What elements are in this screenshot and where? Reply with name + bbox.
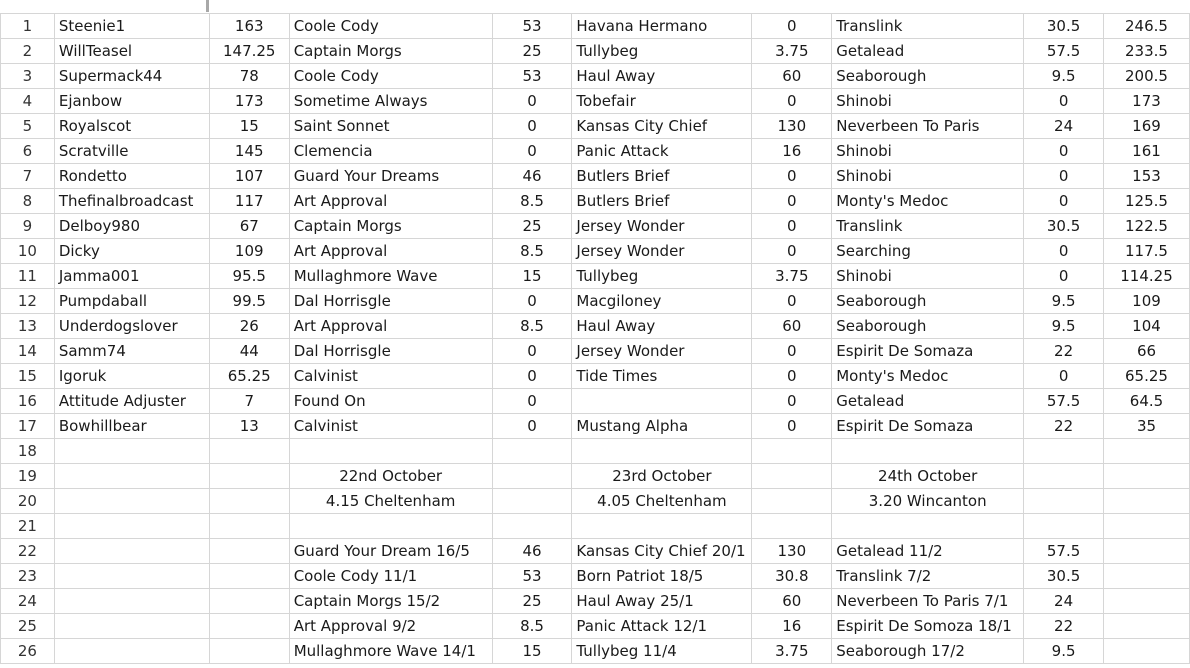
cell[interactable]: Havana Hermano xyxy=(572,14,752,39)
cell[interactable]: Attitude Adjuster xyxy=(54,389,209,414)
cell[interactable] xyxy=(1104,514,1190,539)
cell[interactable] xyxy=(54,589,209,614)
cell[interactable]: Art Approval xyxy=(289,189,492,214)
cell[interactable]: 114.25 xyxy=(1104,264,1190,289)
cell[interactable]: WillTeasel xyxy=(54,39,209,64)
cell[interactable]: Saint Sonnet xyxy=(289,114,492,139)
cell[interactable]: Delboy980 xyxy=(54,214,209,239)
cell[interactable]: 15 xyxy=(492,264,572,289)
cell[interactable]: Shinobi xyxy=(832,89,1024,114)
cell[interactable]: Coole Cody xyxy=(289,64,492,89)
cell[interactable] xyxy=(289,439,492,464)
cell[interactable]: 0 xyxy=(752,89,832,114)
row-header[interactable]: 5 xyxy=(1,114,55,139)
cell[interactable]: 109 xyxy=(1104,289,1190,314)
cell[interactable]: 24 xyxy=(1024,589,1104,614)
cell[interactable]: Translink 7/2 xyxy=(832,564,1024,589)
cell[interactable]: 0 xyxy=(752,214,832,239)
cell[interactable]: 161 xyxy=(1104,139,1190,164)
cell[interactable]: Mustang Alpha xyxy=(572,414,752,439)
cell[interactable]: 173 xyxy=(209,89,289,114)
cell[interactable] xyxy=(209,564,289,589)
cell[interactable] xyxy=(54,639,209,664)
cell[interactable]: Tobefair xyxy=(572,89,752,114)
cell[interactable]: 0 xyxy=(1024,364,1104,389)
table-row xyxy=(1,289,1190,314)
cell[interactable] xyxy=(752,514,832,539)
cell[interactable]: 0 xyxy=(492,389,572,414)
cell[interactable] xyxy=(1024,464,1104,489)
cell[interactable]: 3.75 xyxy=(752,639,832,664)
cell[interactable]: Tullybeg xyxy=(572,39,752,64)
cell[interactable]: Neverbeen To Paris 7/1 xyxy=(832,589,1024,614)
cell[interactable]: 0 xyxy=(492,139,572,164)
table-row xyxy=(1,364,1190,389)
table-row xyxy=(1,139,1190,164)
cell[interactable]: 125.5 xyxy=(1104,189,1190,214)
cell[interactable] xyxy=(752,489,832,514)
cell[interactable]: Igoruk xyxy=(54,364,209,389)
cell[interactable]: 246.5 xyxy=(1104,14,1190,39)
table-row xyxy=(1,314,1190,339)
cell[interactable]: Searching xyxy=(832,239,1024,264)
table-row xyxy=(1,464,1190,489)
cell[interactable]: 9.5 xyxy=(1024,64,1104,89)
row-header[interactable]: 11 xyxy=(1,264,55,289)
cell[interactable]: Art Approval xyxy=(289,239,492,264)
cell[interactable]: 30.5 xyxy=(1024,214,1104,239)
cell[interactable]: Samm74 xyxy=(54,339,209,364)
cell[interactable] xyxy=(54,514,209,539)
cell[interactable]: Jersey Wonder xyxy=(572,339,752,364)
cell[interactable]: Rondetto xyxy=(54,164,209,189)
cell[interactable]: Dal Horrisgle xyxy=(289,289,492,314)
cell[interactable]: 169 xyxy=(1104,114,1190,139)
table-row xyxy=(1,89,1190,114)
cell[interactable]: Mullaghmore Wave 14/1 xyxy=(289,639,492,664)
cell[interactable]: 0 xyxy=(752,239,832,264)
row-header[interactable]: 23 xyxy=(1,564,55,589)
cell[interactable]: Translink xyxy=(832,14,1024,39)
cell[interactable]: 57.5 xyxy=(1024,539,1104,564)
row-header[interactable]: 16 xyxy=(1,389,55,414)
cell[interactable] xyxy=(492,514,572,539)
cell[interactable] xyxy=(54,464,209,489)
table-row xyxy=(1,264,1190,289)
cell[interactable]: 46 xyxy=(492,539,572,564)
cell[interactable]: 22 xyxy=(1024,414,1104,439)
cell[interactable]: 117 xyxy=(209,189,289,214)
cell[interactable]: 46 xyxy=(492,164,572,189)
cell[interactable]: 4.15 Cheltenham xyxy=(289,489,492,514)
cell[interactable] xyxy=(1024,439,1104,464)
cell[interactable]: Mullaghmore Wave xyxy=(289,264,492,289)
cell[interactable]: Tullybeg 11/4 xyxy=(572,639,752,664)
row-header[interactable]: 3 xyxy=(1,64,55,89)
cell[interactable]: 117.5 xyxy=(1104,239,1190,264)
cell[interactable]: Captain Morgs xyxy=(289,214,492,239)
cell[interactable]: 0 xyxy=(1024,189,1104,214)
cell[interactable] xyxy=(832,439,1024,464)
cell[interactable]: Calvinist xyxy=(289,364,492,389)
cell[interactable]: 25 xyxy=(492,39,572,64)
cell[interactable]: Macgiloney xyxy=(572,289,752,314)
row-header[interactable]: 21 xyxy=(1,514,55,539)
cell[interactable] xyxy=(209,614,289,639)
cell[interactable]: Translink xyxy=(832,214,1024,239)
row-header[interactable]: 26 xyxy=(1,639,55,664)
cell[interactable]: Shinobi xyxy=(832,164,1024,189)
cell[interactable]: 3.75 xyxy=(752,264,832,289)
cell[interactable]: 0 xyxy=(1024,89,1104,114)
cell[interactable]: Born Patriot 18/5 xyxy=(572,564,752,589)
cell[interactable]: 9.5 xyxy=(1024,314,1104,339)
cell[interactable]: 0 xyxy=(492,414,572,439)
cell[interactable]: Thefinalbroadcast xyxy=(54,189,209,214)
cell[interactable]: Monty's Medoc xyxy=(832,189,1024,214)
row-header[interactable]: 19 xyxy=(1,464,55,489)
cell[interactable]: 153 xyxy=(1104,164,1190,189)
cell[interactable]: 44 xyxy=(209,339,289,364)
cell[interactable]: Dicky xyxy=(54,239,209,264)
cell[interactable]: 0 xyxy=(752,364,832,389)
cell[interactable]: Jersey Wonder xyxy=(572,239,752,264)
cell[interactable]: Art Approval xyxy=(289,314,492,339)
row-header[interactable]: 17 xyxy=(1,414,55,439)
cell[interactable]: Pumpdaball xyxy=(54,289,209,314)
cell[interactable] xyxy=(209,639,289,664)
cell[interactable]: 60 xyxy=(752,64,832,89)
cell[interactable]: 16 xyxy=(752,614,832,639)
cell[interactable]: 78 xyxy=(209,64,289,89)
row-header[interactable]: 4 xyxy=(1,89,55,114)
cell[interactable] xyxy=(54,439,209,464)
cell[interactable]: 30.5 xyxy=(1024,14,1104,39)
cell[interactable]: 8.5 xyxy=(492,189,572,214)
cell[interactable]: 35 xyxy=(1104,414,1190,439)
cell[interactable] xyxy=(209,539,289,564)
cell[interactable]: 0 xyxy=(492,289,572,314)
cell[interactable]: 0 xyxy=(492,114,572,139)
cell[interactable] xyxy=(54,564,209,589)
cell[interactable]: Clemencia xyxy=(289,139,492,164)
cell[interactable]: Espirit De Somoza 18/1 xyxy=(832,614,1024,639)
table-row xyxy=(1,39,1190,64)
cell[interactable]: Coole Cody 11/1 xyxy=(289,564,492,589)
cell[interactable] xyxy=(492,439,572,464)
header-strip xyxy=(0,0,1190,14)
row-header[interactable]: 8 xyxy=(1,189,55,214)
cell[interactable] xyxy=(1104,564,1190,589)
cell[interactable]: 16 xyxy=(752,139,832,164)
cell[interactable]: Getalead 11/2 xyxy=(832,539,1024,564)
cell[interactable]: Coole Cody xyxy=(289,14,492,39)
cell[interactable]: Monty's Medoc xyxy=(832,364,1024,389)
table-row xyxy=(1,489,1190,514)
cell[interactable]: 25 xyxy=(492,214,572,239)
row-header[interactable]: 22 xyxy=(1,539,55,564)
row-header[interactable]: 20 xyxy=(1,489,55,514)
cell[interactable] xyxy=(492,489,572,514)
row-header[interactable]: 1 xyxy=(1,14,55,39)
row-header[interactable]: 25 xyxy=(1,614,55,639)
cell[interactable]: 30.8 xyxy=(752,564,832,589)
cell[interactable]: Guard Your Dreams xyxy=(289,164,492,189)
cell[interactable]: 9.5 xyxy=(1024,289,1104,314)
cell[interactable] xyxy=(289,514,492,539)
cell[interactable]: Supermack44 xyxy=(54,64,209,89)
table-row xyxy=(1,389,1190,414)
table-row xyxy=(1,189,1190,214)
column-resize-handle[interactable] xyxy=(206,0,209,12)
table-row xyxy=(1,514,1190,539)
row-header[interactable]: 9 xyxy=(1,214,55,239)
cell[interactable]: Shinobi xyxy=(832,264,1024,289)
cell[interactable]: 0 xyxy=(752,289,832,314)
cell[interactable] xyxy=(1104,639,1190,664)
cell[interactable]: 233.5 xyxy=(1104,39,1190,64)
cell[interactable]: Panic Attack xyxy=(572,139,752,164)
cell[interactable]: 53 xyxy=(492,64,572,89)
row-header[interactable]: 6 xyxy=(1,139,55,164)
cell[interactable] xyxy=(1104,589,1190,614)
cell[interactable] xyxy=(54,489,209,514)
cell[interactable]: Getalead xyxy=(832,389,1024,414)
cell[interactable]: Espirit De Somaza xyxy=(832,339,1024,364)
cell[interactable]: Calvinist xyxy=(289,414,492,439)
cell[interactable]: Panic Attack 12/1 xyxy=(572,614,752,639)
table-row xyxy=(1,639,1190,664)
cell[interactable]: Jersey Wonder xyxy=(572,214,752,239)
cell[interactable]: 26 xyxy=(209,314,289,339)
cell[interactable]: 147.25 xyxy=(209,39,289,64)
cell[interactable]: 8.5 xyxy=(492,239,572,264)
row-header[interactable]: 10 xyxy=(1,239,55,264)
row-header[interactable]: 15 xyxy=(1,364,55,389)
cell[interactable] xyxy=(209,589,289,614)
cell[interactable]: 24th October xyxy=(832,464,1024,489)
cell[interactable]: 53 xyxy=(492,564,572,589)
cell[interactable] xyxy=(209,464,289,489)
cell[interactable]: 107 xyxy=(209,164,289,189)
cell[interactable]: 0 xyxy=(1024,239,1104,264)
cell[interactable]: Captain Morgs 15/2 xyxy=(289,589,492,614)
cell[interactable]: Jamma001 xyxy=(54,264,209,289)
cell[interactable]: 0 xyxy=(752,189,832,214)
table-row xyxy=(1,114,1190,139)
table-row xyxy=(1,539,1190,564)
cell[interactable] xyxy=(209,439,289,464)
cell[interactable]: Kansas City Chief xyxy=(572,114,752,139)
cell[interactable]: Dal Horrisgle xyxy=(289,339,492,364)
table-row xyxy=(1,14,1190,39)
cell[interactable]: 22 xyxy=(1024,339,1104,364)
cell[interactable]: 65.25 xyxy=(209,364,289,389)
cell[interactable]: 15 xyxy=(492,639,572,664)
cell[interactable]: 0 xyxy=(752,164,832,189)
cell[interactable] xyxy=(572,514,752,539)
cell[interactable]: 8.5 xyxy=(492,614,572,639)
cell[interactable]: 7 xyxy=(209,389,289,414)
cell[interactable] xyxy=(752,464,832,489)
cell[interactable]: 0 xyxy=(752,14,832,39)
cell[interactable]: Ejanbow xyxy=(54,89,209,114)
table-row xyxy=(1,239,1190,264)
row-header[interactable]: 18 xyxy=(1,439,55,464)
cell[interactable]: 200.5 xyxy=(1104,64,1190,89)
row-header[interactable]: 2 xyxy=(1,39,55,64)
cell[interactable] xyxy=(1104,539,1190,564)
spreadsheet-grid xyxy=(0,13,1190,664)
cell[interactable]: Haul Away 25/1 xyxy=(572,589,752,614)
cell[interactable]: 67 xyxy=(209,214,289,239)
cell[interactable]: 0 xyxy=(1024,264,1104,289)
cell[interactable] xyxy=(1104,439,1190,464)
cell[interactable]: Art Approval 9/2 xyxy=(289,614,492,639)
cell[interactable]: Seaborough xyxy=(832,314,1024,339)
cell[interactable] xyxy=(1104,489,1190,514)
cell[interactable] xyxy=(572,389,752,414)
row-header[interactable]: 24 xyxy=(1,589,55,614)
cell[interactable]: 104 xyxy=(1104,314,1190,339)
cell[interactable] xyxy=(752,439,832,464)
table-row xyxy=(1,439,1190,464)
cell[interactable]: 24 xyxy=(1024,114,1104,139)
cell[interactable] xyxy=(1024,514,1104,539)
row-header[interactable]: 12 xyxy=(1,289,55,314)
cell[interactable]: 66 xyxy=(1104,339,1190,364)
cell[interactable]: 0 xyxy=(492,364,572,389)
cell[interactable]: 130 xyxy=(752,539,832,564)
cell[interactable]: 0 xyxy=(752,389,832,414)
cell[interactable]: Found On xyxy=(289,389,492,414)
cell[interactable] xyxy=(1104,614,1190,639)
cell[interactable]: 15 xyxy=(209,114,289,139)
cell[interactable]: 57.5 xyxy=(1024,389,1104,414)
table-row xyxy=(1,589,1190,614)
table-row xyxy=(1,414,1190,439)
cell[interactable]: Espirit De Somaza xyxy=(832,414,1024,439)
cell[interactable]: 13 xyxy=(209,414,289,439)
cell[interactable]: 22 xyxy=(1024,614,1104,639)
cell[interactable]: 122.5 xyxy=(1104,214,1190,239)
cell[interactable]: 0 xyxy=(752,414,832,439)
cell[interactable]: 99.5 xyxy=(209,289,289,314)
cell[interactable]: 0 xyxy=(492,339,572,364)
cell[interactable]: 95.5 xyxy=(209,264,289,289)
cell[interactable]: 22nd October xyxy=(289,464,492,489)
cell[interactable] xyxy=(1104,464,1190,489)
cell[interactable]: 23rd October xyxy=(572,464,752,489)
cell[interactable]: 109 xyxy=(209,239,289,264)
cell[interactable]: 0 xyxy=(752,339,832,364)
cell[interactable] xyxy=(54,539,209,564)
cell[interactable]: Haul Away xyxy=(572,314,752,339)
cell[interactable]: Neverbeen To Paris xyxy=(832,114,1024,139)
cell[interactable]: Bowhillbear xyxy=(54,414,209,439)
row-header[interactable]: 14 xyxy=(1,339,55,364)
table-row xyxy=(1,614,1190,639)
cell[interactable] xyxy=(492,464,572,489)
cell[interactable] xyxy=(209,514,289,539)
cell[interactable]: Getalead xyxy=(832,39,1024,64)
cell[interactable]: 65.25 xyxy=(1104,364,1190,389)
cell[interactable]: Kansas City Chief 20/1 xyxy=(572,539,752,564)
cell[interactable]: 57.5 xyxy=(1024,39,1104,64)
cell[interactable]: Seaborough xyxy=(832,289,1024,314)
cell[interactable]: 60 xyxy=(752,314,832,339)
cell[interactable] xyxy=(54,614,209,639)
cell[interactable]: Guard Your Dream 16/5 xyxy=(289,539,492,564)
table-row xyxy=(1,164,1190,189)
table-row xyxy=(1,64,1190,89)
cell[interactable]: 4.05 Cheltenham xyxy=(572,489,752,514)
cell[interactable] xyxy=(209,489,289,514)
table-row xyxy=(1,339,1190,364)
cell[interactable]: 145 xyxy=(209,139,289,164)
row-header[interactable]: 7 xyxy=(1,164,55,189)
cell[interactable]: Sometime Always xyxy=(289,89,492,114)
cell[interactable]: 0 xyxy=(1024,139,1104,164)
cell[interactable]: Scratville xyxy=(54,139,209,164)
cell[interactable]: Butlers Brief xyxy=(572,189,752,214)
cell[interactable]: 8.5 xyxy=(492,314,572,339)
cell[interactable]: 30.5 xyxy=(1024,564,1104,589)
cell[interactable]: Royalscot xyxy=(54,114,209,139)
cell[interactable]: Haul Away xyxy=(572,64,752,89)
cell[interactable]: Steenie1 xyxy=(54,14,209,39)
cell[interactable]: Underdogslover xyxy=(54,314,209,339)
cell[interactable]: 9.5 xyxy=(1024,639,1104,664)
cell[interactable]: 173 xyxy=(1104,89,1190,114)
cell[interactable]: 3.20 Wincanton xyxy=(832,489,1024,514)
cell[interactable]: 3.75 xyxy=(752,39,832,64)
cell[interactable]: Butlers Brief xyxy=(572,164,752,189)
cell[interactable]: Seaborough 17/2 xyxy=(832,639,1024,664)
cell[interactable]: Tullybeg xyxy=(572,264,752,289)
table-row xyxy=(1,214,1190,239)
cell[interactable] xyxy=(832,514,1024,539)
cell[interactable]: 130 xyxy=(752,114,832,139)
cell[interactable]: 53 xyxy=(492,14,572,39)
cell[interactable] xyxy=(1024,489,1104,514)
cell[interactable]: 25 xyxy=(492,589,572,614)
cell[interactable]: 163 xyxy=(209,14,289,39)
cell[interactable]: Tide Times xyxy=(572,364,752,389)
cell[interactable]: Captain Morgs xyxy=(289,39,492,64)
cell[interactable]: 60 xyxy=(752,589,832,614)
cell[interactable]: 64.5 xyxy=(1104,389,1190,414)
cell[interactable]: 0 xyxy=(1024,164,1104,189)
cell[interactable]: Shinobi xyxy=(832,139,1024,164)
cell[interactable]: 0 xyxy=(492,89,572,114)
cell[interactable] xyxy=(572,439,752,464)
row-header[interactable]: 13 xyxy=(1,314,55,339)
table-row xyxy=(1,564,1190,589)
cell[interactable]: Seaborough xyxy=(832,64,1024,89)
